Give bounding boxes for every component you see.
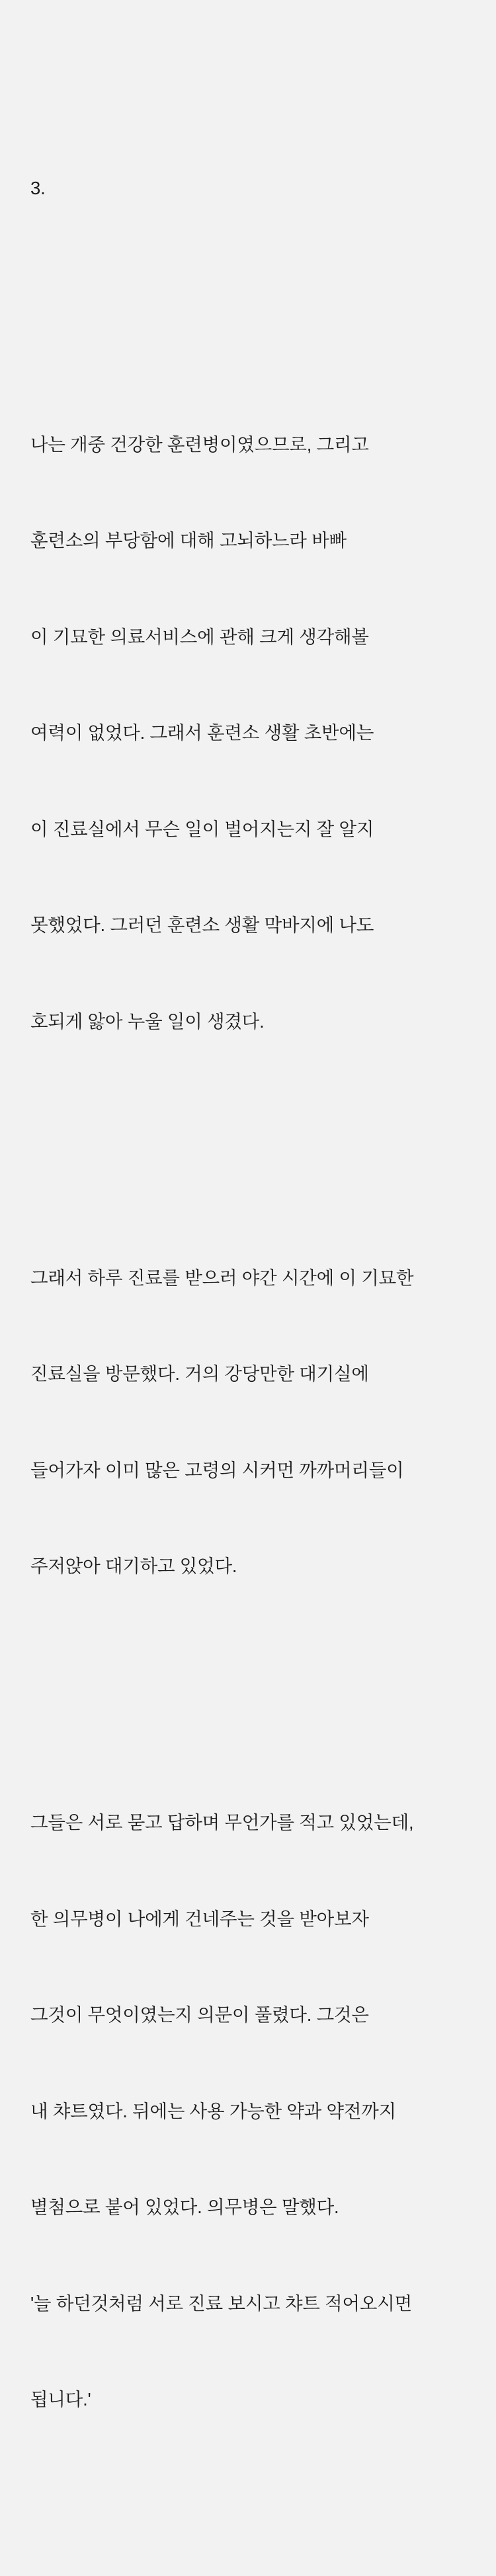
text-line: '늘 하던것처럼 서로 진료 보시고 챠트 적어오시면 bbox=[30, 2292, 412, 2314]
paragraph-3 bbox=[30, 1743, 481, 2480]
text-line: 3. bbox=[30, 177, 46, 198]
text-line: 여력이 없었다. 그래서 훈련소 생활 초반에는 bbox=[30, 722, 374, 743]
text-line: 이 진료실에서 무슨 일이 벌어지는지 잘 알지 bbox=[30, 818, 374, 839]
text-line: 나는 개중 건강한 훈련병이였으므로, 그리고 bbox=[30, 434, 369, 455]
text-line: 호되게 앓아 누울 일이 생겼다. bbox=[30, 1010, 265, 1032]
text-line: 들어가자 이미 많은 고령의 시커먼 까까머리들이 bbox=[30, 1459, 404, 1480]
text-line: 못했었다. 그러던 훈련소 생활 막바지에 나도 bbox=[30, 915, 374, 935]
text-line: 훈련소의 부당함에 대해 고뇌하느라 바빠 bbox=[30, 530, 347, 550]
text-line: 그들은 서로 묻고 답하며 무언가를 적고 있었는데, bbox=[30, 1812, 414, 1833]
text-line: 그것이 무엇이였는지 의문이 풀렸다. 그것은 bbox=[30, 2004, 369, 2025]
paragraph-section-number bbox=[30, 108, 481, 269]
text-line: 내 챠트였다. 뒤에는 사용 가능한 약과 약전까지 bbox=[30, 2100, 397, 2121]
text-line: 됩니다.' bbox=[30, 2389, 91, 2409]
document-text-body bbox=[30, 12, 481, 2576]
text-line: 별첨으로 붙어 있었다. 의무병은 말했다. bbox=[30, 2197, 339, 2217]
text-line: 이 기묘한 의료서비스에 관해 크게 생각해볼 bbox=[30, 626, 369, 647]
text-line: 주저앉아 대기하고 있었다. bbox=[30, 1556, 237, 1576]
text-line: 그래서 하루 진료를 받으러 야간 시간에 이 기묘한 bbox=[30, 1267, 414, 1288]
text-line: 한 의무병이 나에게 건네주는 것을 받아보자 bbox=[30, 1908, 369, 1929]
paragraph-2 bbox=[30, 1198, 481, 1647]
text-line: 진료실을 방문했다. 거의 강당만한 대기실에 bbox=[30, 1363, 369, 1384]
paragraph-1 bbox=[30, 365, 481, 1102]
